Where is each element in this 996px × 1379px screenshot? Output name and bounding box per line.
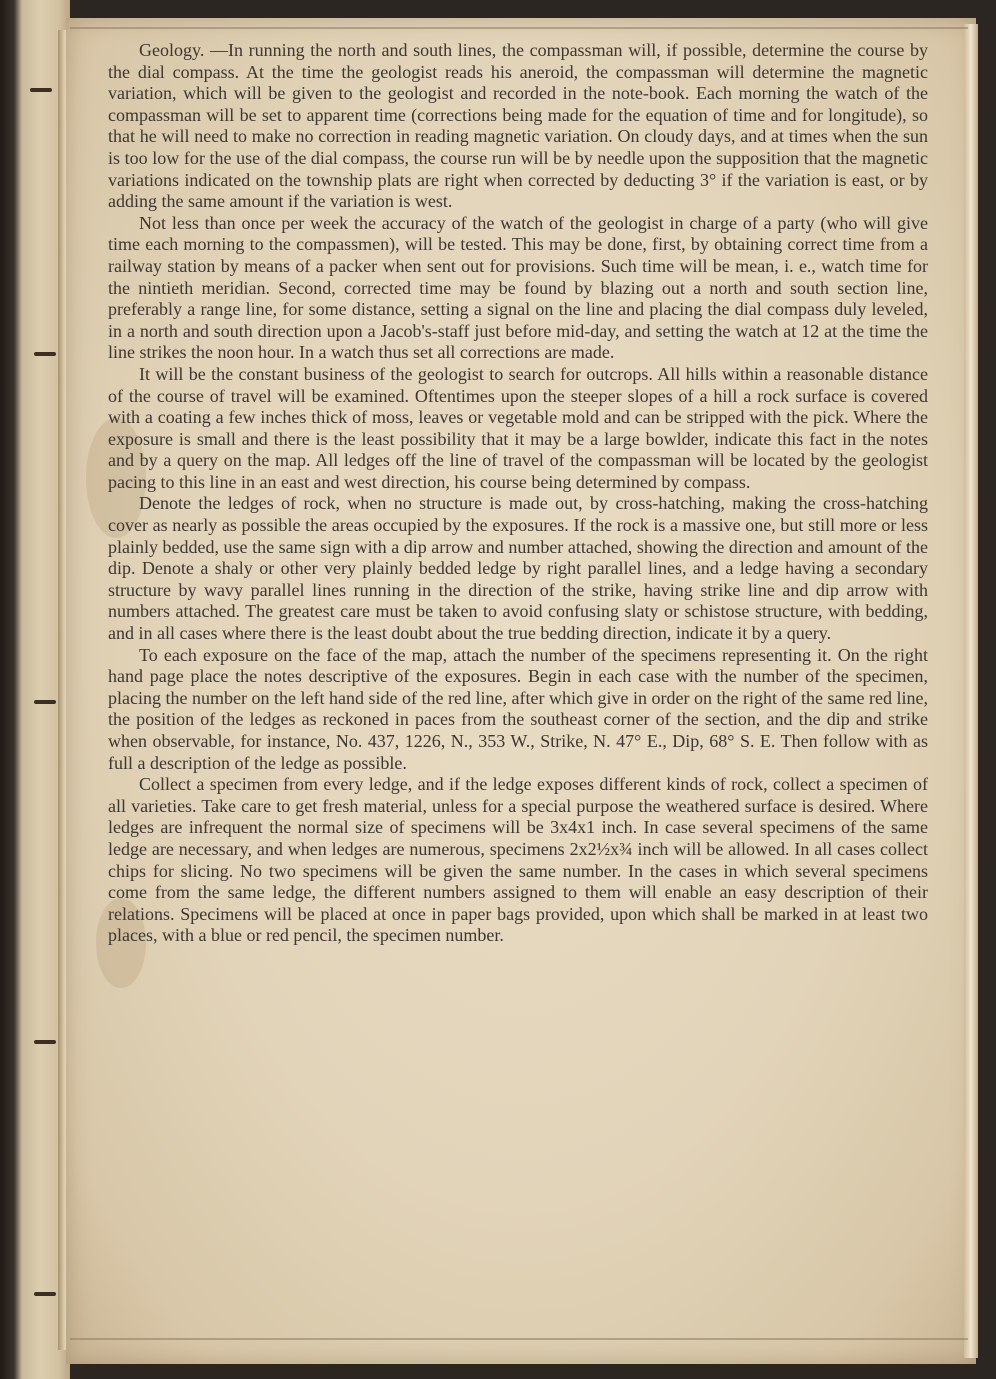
- bottom-rule: [70, 1338, 968, 1340]
- binding-stitch: [34, 1292, 56, 1296]
- binding-stitch: [30, 88, 52, 92]
- paragraph-exposure-numbers: To each exposure on the face of the map, attach the number of the specimens representing it. On the right hand page place the notes descriptive of the exposures. Begin in each case with the number of the specimen, placing the number on the left hand side of the red line, after which give in order on the right of the same red line, the position of the ledges as reckoned in paces from the southeast corner of the section, and the dip and strike when observable, for instance, No. 437, 1226, N., 353 W., Strike, N. 47° E., Dip, 68° S. E. Then follow with as full a description of the ledge as possible.: [108, 644, 928, 773]
- page-body: [108, 40, 928, 947]
- binding-stitch: [34, 352, 56, 356]
- paragraph-watch-accuracy: Not less than once per week the accuracy of the watch of the geologist in charge of a party (who will give time each morning to the compassmen), will be tested. This may be done, first, by obtaining correct time from a railway station by means of a packer when sent out for provisions. Such time will be mean, i. e., watch time for the nintieth meridian. Second, corrected time may be found by blazing out a north and south section line, preferably a range line, for some distance, setting a signal on the line and placing the dial compass duly leveled, in a north and south direction upon a Jacob's-staff just before mid-day, and setting the watch at 12 at the time the line strikes the noon hour. In a watch thus set all corrections are made.: [108, 212, 928, 363]
- top-rule: [70, 27, 968, 29]
- paragraph-specimens: Collect a specimen from every ledge, and if the ledge exposes different kinds of rock, collect a specimen of all varieties. Take care to get fresh material, unless for a special purpose the weathered surface is desired. Where ledges are infrequent the normal size of specimens will be 3x4x1 inch. In case several specimens of the same ledge are necessary, and when ledges are numerous, specimens 2x2½x¾ inch will be allowed. In all cases collect chips for slicing. No two specimens will be given the same number. In the cases in which several specimens come from the same ledge, the different numbers assigned to them will enable an easy description of their relations. Specimens will be placed at once in paper bags provided, upon which shall be marked in at least two places, with a blue or red pencil, the specimen number.: [108, 774, 928, 946]
- binding-stitch: [34, 1040, 56, 1044]
- page-edge: [964, 24, 978, 1358]
- paragraph-outcrops: It will be the constant business of the geologist to search for outcrops. All hills within a reasonable distance of the course of travel will be examined. Oftentimes upon the steeper slopes of a hill a rock surface is covered with a coating a few inches thick of moss, leaves or vegetable mold and can be stripped with the pick. Where the exposure is small and there is the least possibility that it may be a large bowlder, indicate this fact in the notes and by a query on the map. All ledges off the line of travel of the compassman will be located by the geologist pacing to this line in an east and west direction, his course being determined by compass.: [108, 363, 928, 492]
- paragraph-geology: Geology. —In running the north and south lines, the compassman will, if possible, determine the course by the dial compass. At the time the geologist reads his aneroid, the compassman will determine the magnetic variation, which will be given to the geologist and recorded in the note-book. Each morning the watch of the compassman will be set to apparent time (corrections being made for the equation of time and for longitude), so that he will need to make no correction in reading magnetic variation. On cloudy days, and at times when the sun is too low for the use of the dial compass, the course run will be by needle upon the supposition that the magnetic variations indicated on the township plats are right when corrected by deducting 3° if the variation is east, or by adding the same amount if the variation is west.: [108, 40, 928, 212]
- binding-stitch: [34, 700, 56, 704]
- paragraph-ledges: Denote the ledges of rock, when no structure is made out, by cross-hatching, making the cross-hatching cover as nearly as possible the areas occupied by the exposures. If the rock is a massive one, but still more or less plainly bedded, use the same sign with a dip arrow and number attached, showing the direction and amount of the dip. Denote a shaly or other very plainly bedded ledge by right parallel lines, and a ledge having a secondary structure by wavy parallel lines running in the direction of the strike, having strike line and dip arrow with numbers attached. The greatest care must be taken to avoid confusing slaty or schistose structure, with bedding, and in all cases where there is the least doubt about the true bedding direction, indicate it by a query.: [108, 493, 928, 644]
